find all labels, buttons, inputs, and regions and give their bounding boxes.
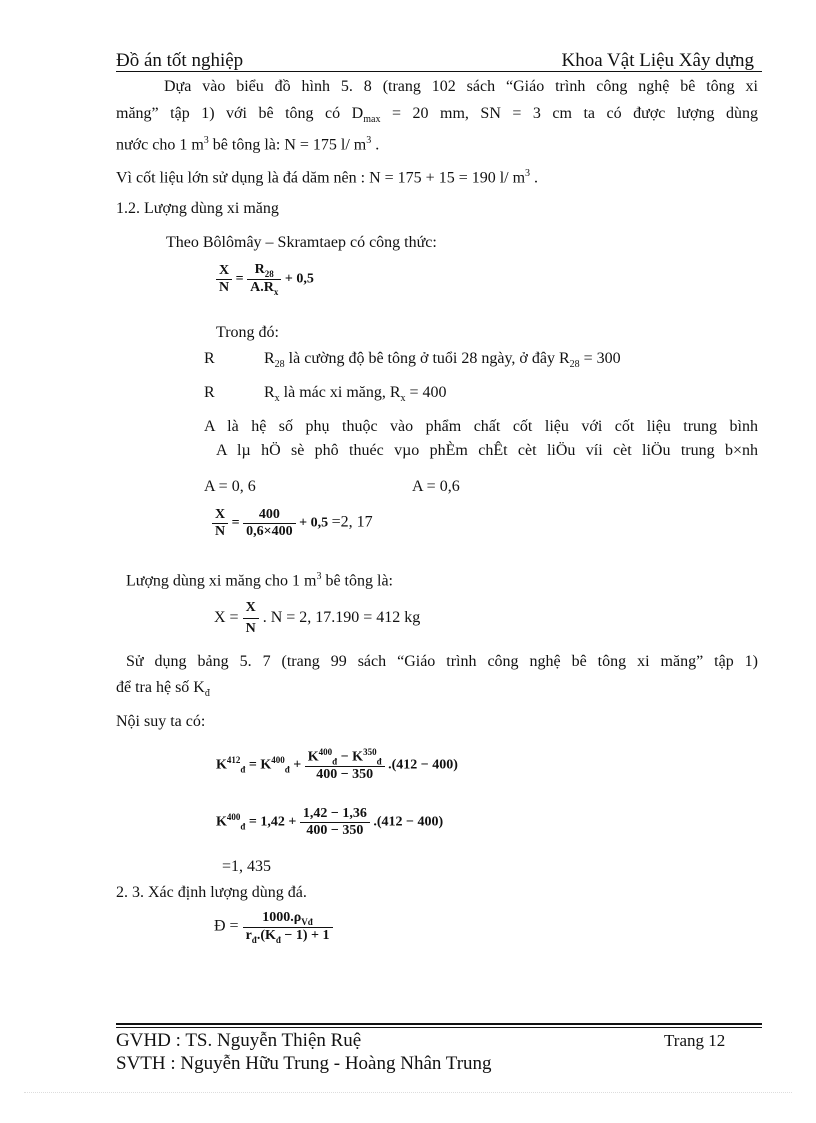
paragraph-line: Vì cốt liệu lớn sử dụng là đá dăm nên : N = 175 + 15 = 190 l/ $m^3$ . <box>116 168 539 187</box>
footer-rule <box>116 1027 762 1028</box>
interp-result: =1, 435 <box>222 858 272 875</box>
header-left: Đồ án tốt nghiệp <box>116 50 244 71</box>
paragraph-line: măng” tập 1) với bê tông có $D_{max} = 20$ mm, SN = 3 cm ta có được lượng dùng <box>116 105 758 126</box>
section-heading: 1.2. Lượng dùng xi măng <box>116 200 279 217</box>
a-value: A = 0,6 <box>412 478 460 495</box>
formula-interp: $K^{412}_đ = K^{400}_đ$ + $\frac{K^{400}_đ - K^{350}_đ}{400 - 350}$ .(412 − 400) <box>216 747 458 783</box>
footer-supervisor: GVHD : TS. Nguyễn Thiện Ruệ <box>116 1030 362 1051</box>
formula-bolomay: $\frac{X}{N}$ = $\frac{R_{28}}{A.R_x}$ + 0,5 <box>216 262 314 297</box>
def-rx: $R_x$ là mác xi măng, $R_x = 400$ <box>264 384 447 405</box>
a-value: A = 0, 6 <box>204 478 256 495</box>
cement-intro: Lượng dùng xi măng cho 1 $m^3$ bê tông là: <box>126 571 393 590</box>
paragraph-line: nước cho 1 $m^3$ bê tông là: N = 175 l/ $m^3$ . <box>116 135 380 154</box>
paragraph-line: để tra hệ số $K_đ$ <box>116 679 210 700</box>
def-a-garbled: A lµ hÖ sè phô thuéc vµo phÈm chÊt cèt liÖu víi cèt liÖu trung b×nh <box>216 442 758 459</box>
formula-intro: Theo Bôlômây – Skramtaep có công thức: <box>166 234 437 251</box>
header-rule <box>116 71 762 72</box>
page-edge <box>24 1092 792 1093</box>
def-r28: $R_{28}$ là cường độ bê tông ở tuổi 28 ngày, ở đây $R_{28} = 300$ <box>264 350 621 371</box>
paragraph-line: Sử dụng bảng 5. 7 (trang 99 sách “Giáo trình công nghệ bê tông xi măng” tập 1) <box>126 653 758 670</box>
where-label: Trong đó: <box>216 324 279 341</box>
footer-rule <box>116 1023 762 1025</box>
formula-xn-calc: $\frac{X}{N}$ = $\frac{400}{0,6\times 400}$ + 0,5 =2, 17 <box>212 507 373 540</box>
def-a: A là hệ số phụ thuộc vào phẩm chất cốt liệu với cốt liệu trung bình <box>204 418 758 435</box>
formula-cement: X = $\frac{X}{N}$ . N = 2, 17.190 = 412 kg <box>214 600 421 636</box>
page-number: Trang 12 <box>664 1031 726 1050</box>
formula-stone: Đ = $\frac{1000.\rho_{Vđ}}{r_đ.(K_đ - 1) + 1}$ <box>214 910 333 945</box>
header-right: Khoa Vật Liệu Xây dựng <box>561 50 754 71</box>
paragraph-line: Dựa vào biểu đồ hình 5. 8 (trang 102 sách “Giáo trình công nghệ bê tông xi <box>164 78 758 95</box>
formula-interp-values: $K^{400}_đ = 1,42$ + $\frac{1,42 - 1,36}{400 - 350}$ .(412 − 400) <box>216 806 444 838</box>
footer-students: SVTH : Nguyễn Hữu Trung - Hoàng Nhân Trung <box>116 1053 492 1074</box>
section-heading: 2. 3. Xác định lượng dùng đá. <box>116 884 307 901</box>
def-label: R <box>204 350 215 367</box>
def-label: R <box>204 384 215 401</box>
interp-label: Nội suy ta có: <box>116 713 206 730</box>
